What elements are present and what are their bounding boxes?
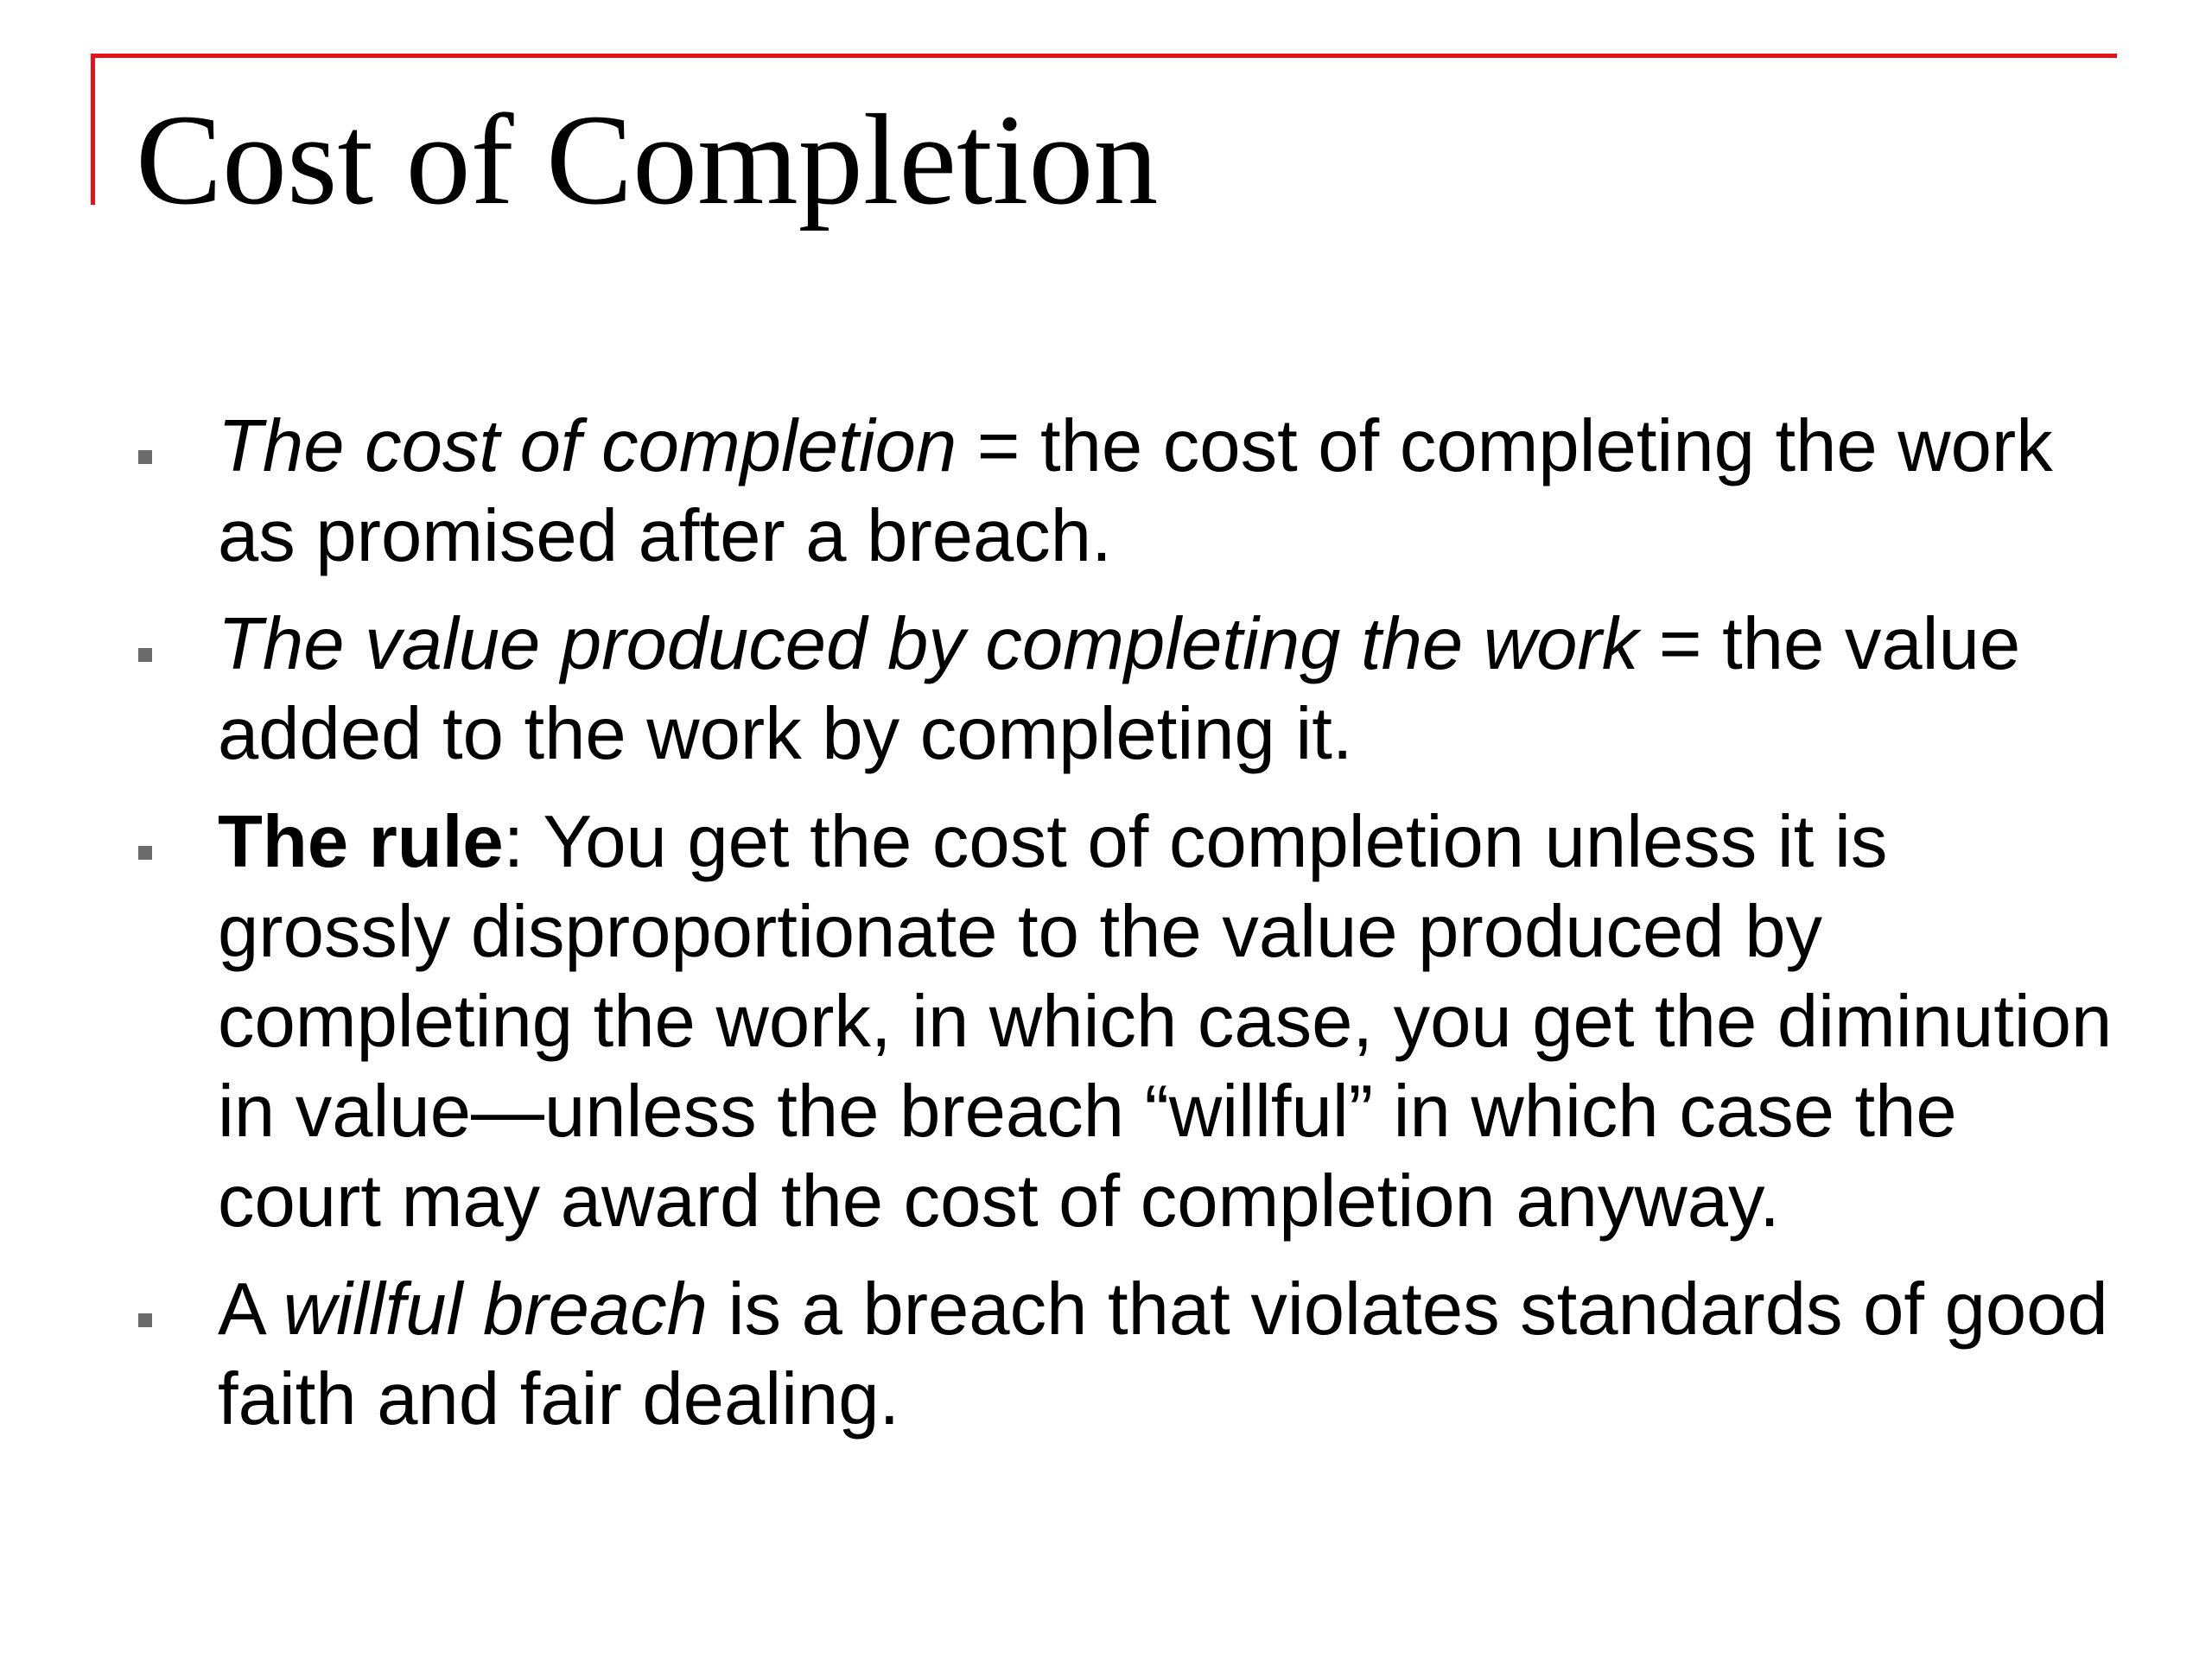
bullet-item-the-rule — [218, 798, 2132, 1247]
bullet-item-value-produced — [218, 600, 2132, 779]
square-bullet-icon — [138, 1313, 152, 1327]
square-bullet-icon — [138, 450, 152, 464]
term-cost-of-completion: The cost of completion — [218, 405, 957, 487]
definition-willful-breach: is a breach that violates standards of good faith and fair dealing. — [218, 1268, 2108, 1440]
definition-the-rule: : You get the cost of completion unless it is grossly disproportionate to the value produced by completing the work, in which case, you get the diminution in value—unless the breach “willful” in which case the court may award the cost of completion anyway. — [218, 801, 2113, 1243]
square-bullet-icon — [138, 846, 152, 860]
slide-title: Cost of Completion — [136, 88, 1159, 232]
definition-cost-of-completion: = the cost of completing the work as promised after a breach. — [218, 405, 2053, 577]
bullet-item-cost-of-completion — [218, 402, 2132, 582]
definition-value-produced: = the value added to the work by completing it. — [218, 603, 2021, 775]
willful-breach-prefix: A — [218, 1268, 283, 1351]
title-accent-line-left — [91, 54, 95, 205]
square-bullet-icon — [138, 648, 152, 662]
term-willful-breach: willful breach — [283, 1268, 708, 1351]
term-the-rule: The rule — [218, 801, 504, 883]
bullet-item-willful-breach — [218, 1265, 2132, 1445]
bullet-list — [218, 402, 2132, 1463]
term-value-produced: The value produced by completing the work — [218, 603, 1639, 685]
title-accent-line-top — [91, 54, 2117, 58]
